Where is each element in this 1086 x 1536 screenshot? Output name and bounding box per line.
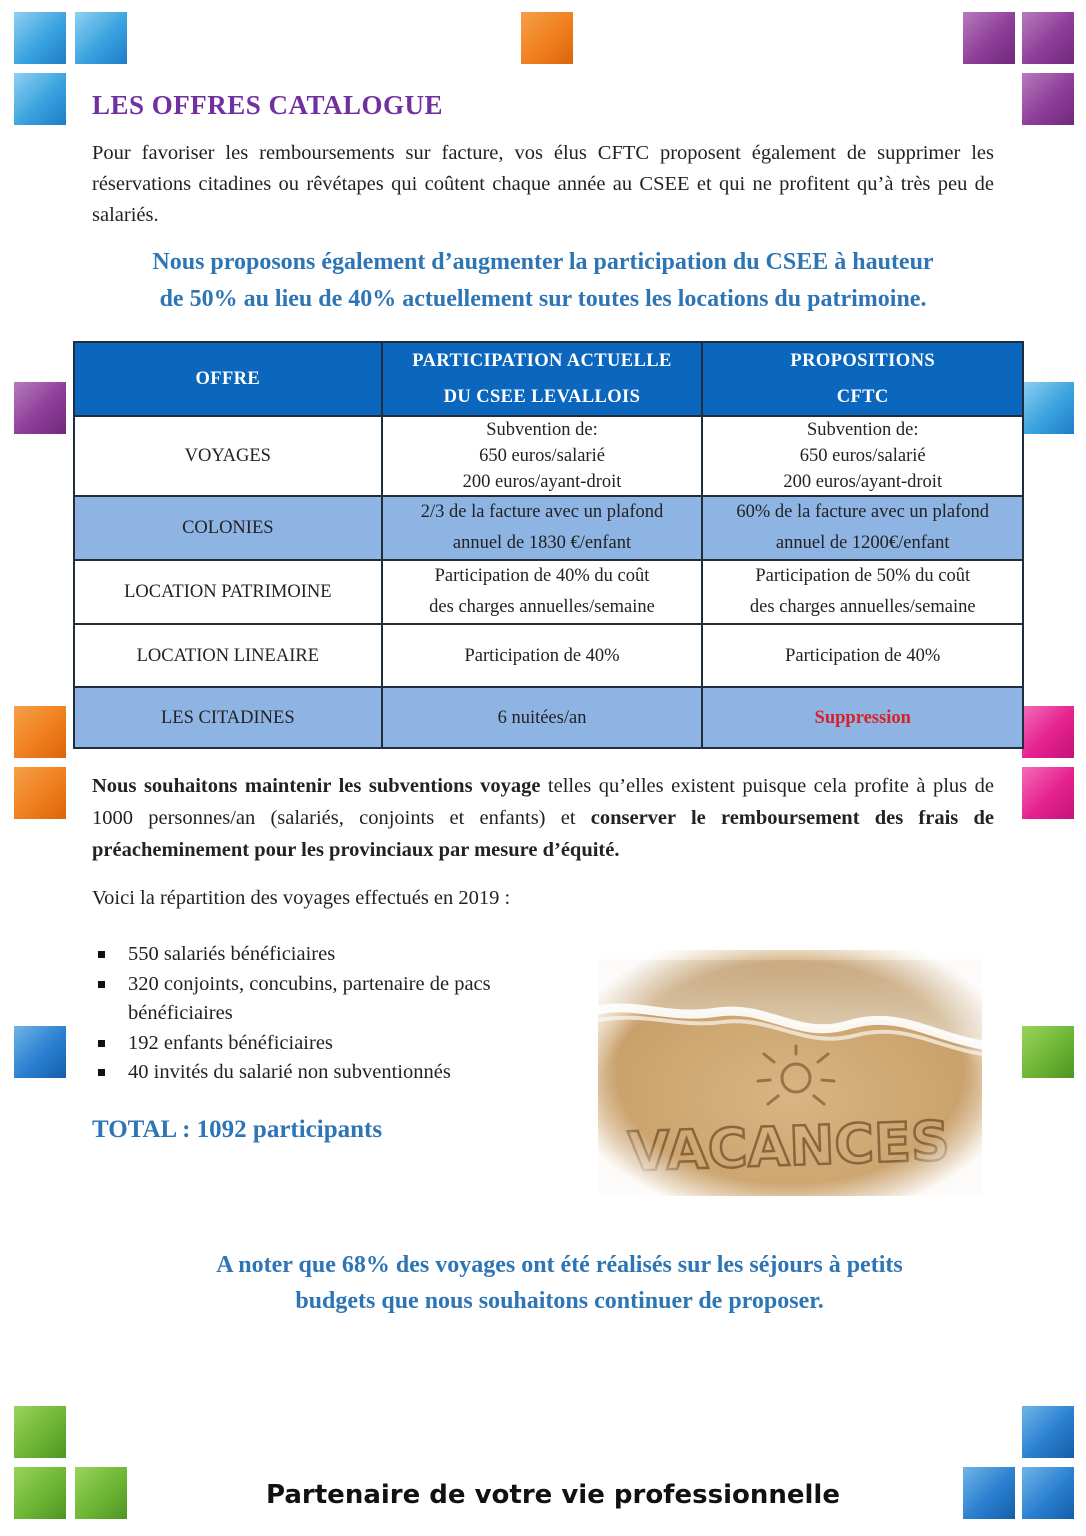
- cell-line: des charges annuelles/semaine: [429, 597, 655, 617]
- table-header-row: [74, 342, 1023, 416]
- page-title: LES OFFRES CATALOGUE: [92, 90, 444, 120]
- header-line: CFTC: [836, 387, 889, 407]
- table-row: [74, 560, 1023, 624]
- cell-propositions: [702, 560, 1023, 624]
- cell-line: des charges annuelles/semaine: [749, 597, 976, 617]
- decor-square: [75, 12, 127, 64]
- cell-actuelle: [382, 560, 703, 624]
- table-row: [74, 416, 1023, 496]
- cell-actuelle: [382, 416, 703, 496]
- cell-line: Subvention de:: [486, 420, 598, 440]
- intro-paragraph: Pour favoriser les remboursements sur facture, vos élus CFTC proposent également de supprimer les réservations citadines ou rêvétapes qui coûtent chaque année au CSEE et qui ne profitent qu’à très peu de salariés.: [92, 142, 994, 226]
- cell-line: 650 euros/salarié: [479, 446, 605, 466]
- highlight-line: Nous proposons également d’augmenter la participation du CSEE à hauteur: [152, 249, 934, 275]
- cell-actuelle: [382, 496, 703, 560]
- cell-offre: COLONIES: [74, 496, 382, 560]
- cell-line: 2/3 de la facture avec un plafond: [420, 502, 664, 522]
- note-line: A noter que 68% des voyages ont été réalisés sur les séjours à petits: [216, 1252, 903, 1278]
- highlight-line: de 50% au lieu de 40% actuellement sur toutes les locations du patrimoine.: [159, 286, 927, 312]
- highlight-statement: [92, 244, 994, 318]
- stats-list: [92, 940, 532, 1088]
- header-participation-actuelle: [382, 342, 703, 416]
- decor-square: [1022, 1026, 1074, 1078]
- cell-actuelle: 6 nuitées/an: [382, 687, 703, 748]
- cell-line: 200 euros/ayant-droit: [783, 472, 943, 492]
- note-line: budgets que nous souhaitons continuer de proposer.: [295, 1288, 824, 1314]
- voyage-paragraph: [92, 770, 994, 866]
- table-row: [74, 624, 1023, 687]
- decor-square: [1022, 706, 1074, 758]
- header-line: DU CSEE LEVALLOIS: [443, 387, 641, 407]
- cell-offre: LES CITADINES: [74, 687, 382, 748]
- cell-offre: VOYAGES: [74, 416, 382, 496]
- header-propositions: [702, 342, 1023, 416]
- cell-line: annuel de 1830 €/enfant: [452, 533, 632, 553]
- cell-line: Participation de 50% du coût: [755, 566, 971, 586]
- cell-line: 60% de la facture avec un plafond: [736, 502, 990, 522]
- cell-line: Subvention de:: [806, 420, 919, 440]
- vacances-photo: [598, 950, 982, 1196]
- decor-square: [1022, 73, 1074, 125]
- table-row: [74, 496, 1023, 560]
- paragraph-text: telles qu’elles existent puisque cela profite à plus de 1000 personnes/an (salariés, conjoints et enfants) et: [92, 775, 994, 829]
- cell-propositions-suppression: Suppression: [702, 687, 1023, 748]
- decor-square: [14, 382, 66, 434]
- voyages-intro: Voici la répartition des voyages effectués en 2019 :: [92, 887, 511, 909]
- cell-propositions: [702, 496, 1023, 560]
- decor-square: [1022, 12, 1074, 64]
- header-line: PARTICIPATION ACTUELLE: [412, 351, 672, 371]
- header-line: PROPOSITIONS: [790, 351, 936, 371]
- list-item: 40 invités du salarié non subventionnés: [92, 1058, 532, 1088]
- decor-square: [14, 1406, 66, 1458]
- offers-table: [73, 341, 1024, 749]
- bold-text: Nous souhaitons maintenir les subventions voyage: [92, 775, 541, 797]
- total-participants: TOTAL : 1092 participants: [92, 1116, 383, 1143]
- cell-line: 650 euros/salarié: [799, 446, 926, 466]
- list-item: 320 conjoints, concubins, partenaire de pacs bénéficiaires: [92, 970, 532, 1029]
- table-row: [74, 687, 1023, 748]
- cell-offre: LOCATION LINEAIRE: [74, 624, 382, 687]
- decor-square: [14, 767, 66, 819]
- decor-square: [14, 12, 66, 64]
- decor-square: [1022, 382, 1074, 434]
- decor-square: [521, 12, 573, 64]
- cell-actuelle: Participation de 40%: [382, 624, 703, 687]
- decor-square: [14, 73, 66, 125]
- footer-slogan: Partenaire de votre vie professionnelle: [266, 1480, 840, 1510]
- closing-note: [92, 1247, 1027, 1319]
- decor-square: [963, 12, 1015, 64]
- cell-line: 200 euros/ayant-droit: [462, 472, 622, 492]
- header-offre: OFFRE: [74, 342, 382, 416]
- decor-square: [1022, 1406, 1074, 1458]
- decor-square: [1022, 767, 1074, 819]
- decor-square: [14, 1026, 66, 1078]
- cell-line: annuel de 1200€/enfant: [775, 533, 950, 553]
- cell-propositions: [702, 416, 1023, 496]
- cell-propositions: Participation de 40%: [702, 624, 1023, 687]
- list-item: 550 salariés bénéficiaires: [92, 940, 532, 970]
- decor-square: [14, 706, 66, 758]
- bold-text: conserver le remboursement des frais de préacheminement pour les provinciaux par mesure d’équité.: [92, 807, 994, 861]
- cell-line: Participation de 40% du coût: [434, 566, 650, 586]
- cell-offre: LOCATION PATRIMOINE: [74, 560, 382, 624]
- list-item: 192 enfants bénéficiaires: [92, 1029, 532, 1059]
